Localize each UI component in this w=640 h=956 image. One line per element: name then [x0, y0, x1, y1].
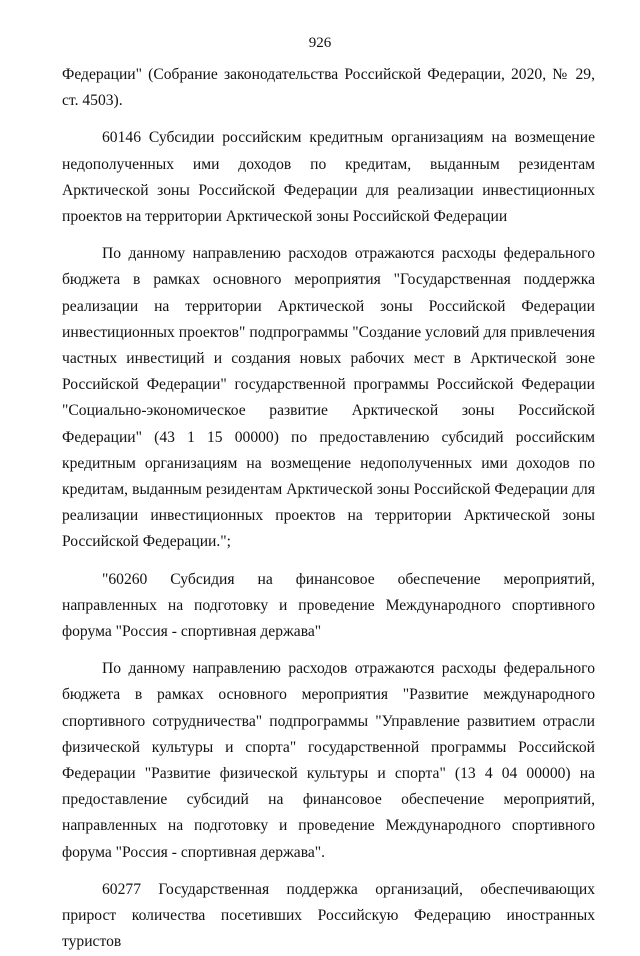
paragraph-60146-description: По данному направлению расходов отражаются расходы федерального бюджета в рамках основного мероприятия "Государственная поддержка реализации на территории Арктической зоны Российской Федерации инвестиционных проектов" подпрограммы "Создание условий для привлечения частных инвестиций и создания новых рабочих мест в Арктической зоне Российской Федерации" государственной программы Российской Федерации "Социально-экономическое развитие Арктической зоны Российской Федерации" (43 1 15 00000) по предоставлению субсидий российским кредитным организациям на возмещение недополученных ими доходов по кредитам, выданным резидентам Арктической зоны Российской Федерации для реализации инвестиционных проектов на территории Арктической зоны Российской Федерации."; — [62, 245, 595, 551]
paragraph-60260-description: По данному направлению расходов отражаются расходы федерального бюджета в рамках основного мероприятия "Развитие международного спортивного сотрудничества" подпрограммы "Управление развитием отрасли физической культуры и спорта" государственной программы Российской Федерации "Развитие физической культуры и спорта" (13 4 04 00000) на предоставление субсидий на финансовое обеспечение мероприятий, направленных на подготовку и проведение Международного спортивного форума "Россия - спортивная держава". — [62, 660, 595, 861]
page-number: 926 — [308, 35, 332, 51]
document-body — [62, 62, 595, 956]
paragraph-continuation: Федерации" (Собрание законодательства Российской Федерации, 2020, № 29, ст. 4503). — [62, 66, 595, 110]
paragraph-60146-heading: 60146 Субсидии российским кредитным организациям на возмещение недополученных ими доходов по кредитам, выданным резидентам Арктической зоны Российской Федерации для реализации инвестиционных проектов на территории Арктической зоны Российской Федерации — [62, 129, 595, 226]
paragraph-60277-heading: 60277 Государственная поддержка организаций, обеспечивающих прирост количества посетивших Российскую Федерацию иностранных туристов — [62, 880, 595, 951]
paragraph-60260-heading: "60260 Субсидия на финансовое обеспечение мероприятий, направленных на подготовку и проведение Международного спортивного форума "Россия - спортивная держава" — [62, 570, 595, 641]
